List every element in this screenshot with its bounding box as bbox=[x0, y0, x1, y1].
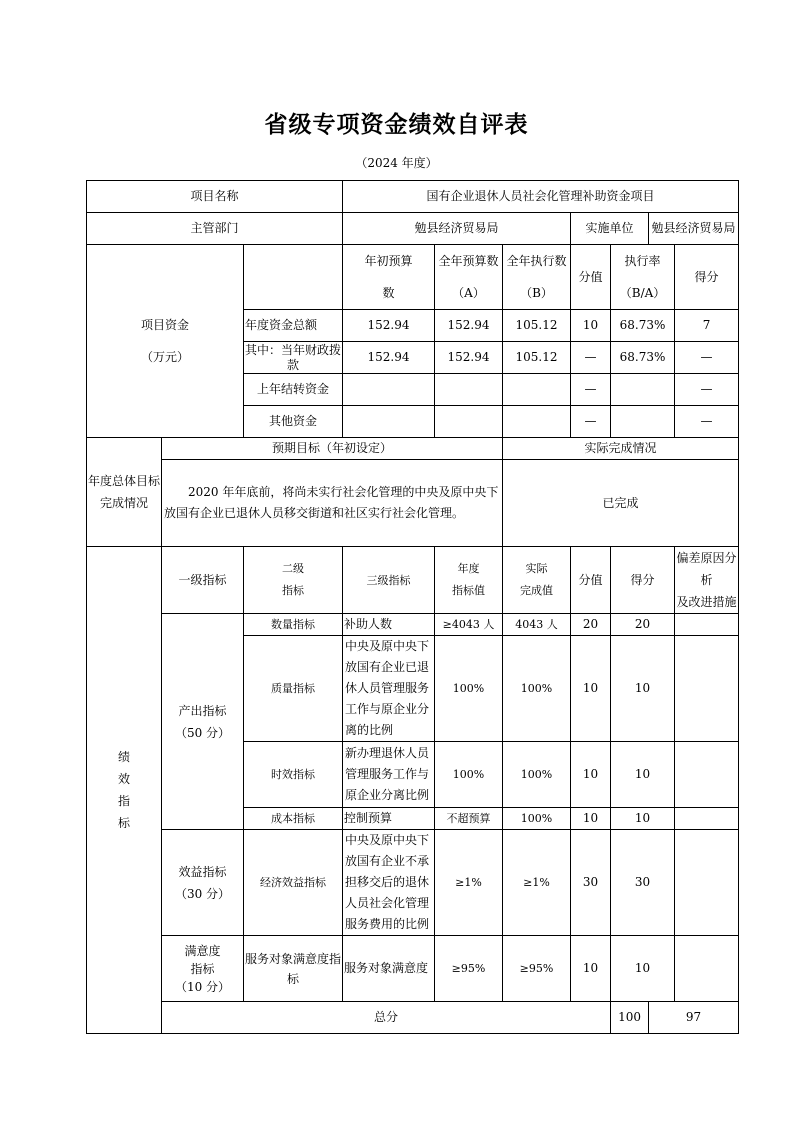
header-full-exec-line1: 全年执行数 bbox=[506, 254, 567, 268]
perf-side-char: 指 bbox=[117, 794, 130, 808]
funds-rate: 68.73% bbox=[611, 342, 675, 374]
perf-side-label bbox=[87, 547, 162, 1034]
satisfaction-label-line3: （10 分） bbox=[174, 979, 231, 994]
funds-weight: — bbox=[571, 342, 611, 374]
goals-actual-header: 实际完成情况 bbox=[503, 438, 739, 460]
header-actual-line1: 实际 bbox=[525, 562, 548, 575]
funds-rate bbox=[611, 406, 675, 438]
total-row bbox=[87, 1002, 739, 1034]
evaluation-table bbox=[86, 180, 739, 1034]
level3-cell: 新办理退休人员管理服务工作与原企业分离比例 bbox=[343, 742, 435, 808]
perf-side-char: 绩 bbox=[117, 750, 130, 764]
deviation-cell bbox=[675, 936, 739, 1002]
funds-initial bbox=[343, 406, 435, 438]
funds-label-unit: （万元） bbox=[140, 350, 189, 364]
weight-cell: 10 bbox=[571, 936, 611, 1002]
funds-full bbox=[435, 406, 503, 438]
deviation-cell bbox=[675, 636, 739, 742]
perf-side-char: 标 bbox=[117, 816, 130, 830]
actual-cell: 100% bbox=[503, 808, 571, 830]
header-weight: 分值 bbox=[571, 245, 611, 310]
year-subtitle: （2024 年度） bbox=[355, 156, 438, 170]
funds-initial: 152.94 bbox=[343, 342, 435, 374]
project-name-row bbox=[87, 181, 739, 213]
header-full-budget-line2: （A） bbox=[452, 286, 485, 300]
deviation-cell bbox=[675, 614, 739, 636]
actual-cell: 4043 人 bbox=[503, 614, 571, 636]
project-name-value: 国有企业退休人员社会化管理补助资金项目 bbox=[343, 181, 739, 213]
score-cell: 30 bbox=[611, 830, 675, 936]
perf-row-quantity bbox=[87, 614, 739, 636]
implementer-label: 实施单位 bbox=[571, 213, 649, 245]
funds-score: — bbox=[675, 406, 739, 438]
actual-cell: ≥1% bbox=[503, 830, 571, 936]
level2-cell: 质量指标 bbox=[244, 636, 343, 742]
header-level2-line2: 指标 bbox=[282, 584, 304, 597]
header-actual bbox=[503, 547, 571, 614]
level2-cell: 数量指标 bbox=[244, 614, 343, 636]
level3-cell: 服务对象满意度 bbox=[343, 936, 435, 1002]
funds-row-label: 其他资金 bbox=[244, 406, 343, 438]
perf-row-satisfaction bbox=[87, 936, 739, 1002]
weight-cell: 30 bbox=[571, 830, 611, 936]
funds-header-row bbox=[87, 245, 739, 310]
header-level2-line1: 二级 bbox=[282, 562, 304, 575]
goals-content-row bbox=[87, 460, 739, 547]
funds-full bbox=[435, 374, 503, 406]
satisfaction-label-line1: 满意度 bbox=[184, 943, 221, 958]
perf-side-char: 效 bbox=[117, 772, 130, 786]
header-score: 得分 bbox=[675, 245, 739, 310]
goals-expected-header: 预期目标（年初设定） bbox=[162, 438, 503, 460]
header-exec-rate bbox=[611, 245, 675, 310]
annual-cell: ≥1% bbox=[435, 830, 503, 936]
deviation-cell bbox=[675, 808, 739, 830]
benefit-label-line2: （30 分） bbox=[174, 886, 231, 901]
header-initial-budget-line1: 年初预算 bbox=[364, 254, 413, 268]
level3-cell: 中央及原中央下放国有企业已退休人员管理服务工作与原企业分离的比例 bbox=[343, 636, 435, 742]
header-level3: 三级指标 bbox=[343, 547, 435, 614]
header-full-exec-line2: （B） bbox=[520, 286, 553, 300]
weight-cell: 10 bbox=[571, 636, 611, 742]
funds-label-main: 项目资金 bbox=[140, 318, 189, 332]
annual-cell: 不超预算 bbox=[435, 808, 503, 830]
funds-rate bbox=[611, 374, 675, 406]
annual-cell: 100% bbox=[435, 636, 503, 742]
department-row bbox=[87, 213, 739, 245]
header-level2 bbox=[244, 547, 343, 614]
weight-cell: 20 bbox=[571, 614, 611, 636]
header-actual-line2: 完成值 bbox=[520, 584, 554, 597]
annual-cell: ≥95% bbox=[435, 936, 503, 1002]
funds-score: — bbox=[675, 342, 739, 374]
benefit-label bbox=[162, 830, 244, 936]
header-annual-line1: 年度 bbox=[457, 562, 480, 575]
score-cell: 10 bbox=[611, 808, 675, 830]
header-score: 得分 bbox=[611, 547, 675, 614]
header-full-budget-line1: 全年预算数 bbox=[438, 254, 499, 268]
output-label-line1: 产出指标 bbox=[178, 703, 227, 718]
funds-rate: 68.73% bbox=[611, 310, 675, 342]
total-score: 97 bbox=[649, 1002, 739, 1034]
header-exec-rate-line1: 执行率 bbox=[624, 254, 661, 268]
output-label-line2: （50 分） bbox=[174, 725, 231, 740]
funds-score: 7 bbox=[675, 310, 739, 342]
funds-row-label: 上年结转资金 bbox=[244, 374, 343, 406]
project-name-label: 项目名称 bbox=[87, 181, 343, 213]
funds-score: — bbox=[675, 374, 739, 406]
header-annual bbox=[435, 547, 503, 614]
deviation-cell bbox=[675, 742, 739, 808]
deviation-cell bbox=[675, 830, 739, 936]
goals-label: 年度总体目标完成情况 bbox=[87, 438, 162, 547]
level3-cell: 控制预算 bbox=[343, 808, 435, 830]
funds-weight: — bbox=[571, 406, 611, 438]
page-title: 省级专项资金绩效自评表 bbox=[264, 111, 529, 138]
department-label: 主管部门 bbox=[87, 213, 343, 245]
header-full-exec bbox=[503, 245, 571, 310]
total-label: 总分 bbox=[162, 1002, 611, 1034]
funds-exec bbox=[503, 406, 571, 438]
funds-exec: 105.12 bbox=[503, 310, 571, 342]
level2-cell: 成本指标 bbox=[244, 808, 343, 830]
score-cell: 10 bbox=[611, 936, 675, 1002]
actual-cell: ≥95% bbox=[503, 936, 571, 1002]
header-initial-budget bbox=[343, 245, 435, 310]
header-initial-budget-line2: 数 bbox=[382, 286, 395, 300]
funds-full: 152.94 bbox=[435, 310, 503, 342]
weight-cell: 10 bbox=[571, 742, 611, 808]
funds-full: 152.94 bbox=[435, 342, 503, 374]
header-exec-rate-line2: （B/A） bbox=[619, 286, 666, 300]
funds-row-label: 年度资金总额 bbox=[244, 310, 343, 342]
header-deviation-line1: 偏差原因分析 bbox=[676, 551, 737, 587]
funds-weight: — bbox=[571, 374, 611, 406]
header-level1: 一级指标 bbox=[162, 547, 244, 614]
level2-cell: 服务对象满意度指标 bbox=[244, 936, 343, 1002]
perf-header-row bbox=[87, 547, 739, 614]
perf-row-benefit bbox=[87, 830, 739, 936]
weight-cell: 10 bbox=[571, 808, 611, 830]
header-full-budget bbox=[435, 245, 503, 310]
annual-cell: 100% bbox=[435, 742, 503, 808]
department-value: 勉县经济贸易局 bbox=[343, 213, 571, 245]
satisfaction-label bbox=[162, 936, 244, 1002]
actual-cell: 100% bbox=[503, 636, 571, 742]
actual-cell: 100% bbox=[503, 742, 571, 808]
annual-cell: ≥4043 人 bbox=[435, 614, 503, 636]
level3-cell: 补助人数 bbox=[343, 614, 435, 636]
header-annual-line2: 指标值 bbox=[452, 584, 486, 597]
benefit-label-line1: 效益指标 bbox=[178, 864, 227, 879]
level2-cell: 时效指标 bbox=[244, 742, 343, 808]
funds-initial bbox=[343, 374, 435, 406]
header-deviation bbox=[675, 547, 739, 614]
score-cell: 10 bbox=[611, 742, 675, 808]
implementer-value: 勉县经济贸易局 bbox=[649, 213, 739, 245]
funds-weight: 10 bbox=[571, 310, 611, 342]
level3-cell: 中央及原中央下放国有企业不承担移交后的退休人员社会化管理服务费用的比例 bbox=[343, 830, 435, 936]
header-weight: 分值 bbox=[571, 547, 611, 614]
total-weight: 100 bbox=[611, 1002, 649, 1034]
funds-row-label: 其中：当年财政拨款 bbox=[245, 342, 342, 372]
funds-exec bbox=[503, 374, 571, 406]
funds-header-blank bbox=[244, 245, 343, 310]
score-cell: 10 bbox=[611, 636, 675, 742]
funds-exec: 105.12 bbox=[503, 342, 571, 374]
goals-header-row bbox=[87, 438, 739, 460]
header-deviation-line2: 及改进措施 bbox=[676, 595, 737, 609]
goals-actual-text: 已完成 bbox=[503, 460, 739, 547]
score-cell: 20 bbox=[611, 614, 675, 636]
output-label bbox=[162, 614, 244, 830]
funds-label bbox=[87, 245, 244, 438]
goals-expected-text: 2020 年年底前，将尚未实行社会化管理的中央及原中央下放国有企业已退休人员移交街道和社区实行社会化管理。 bbox=[162, 460, 503, 547]
funds-initial: 152.94 bbox=[343, 310, 435, 342]
satisfaction-label-line2: 指标 bbox=[190, 961, 215, 976]
level2-cell: 经济效益指标 bbox=[244, 830, 343, 936]
